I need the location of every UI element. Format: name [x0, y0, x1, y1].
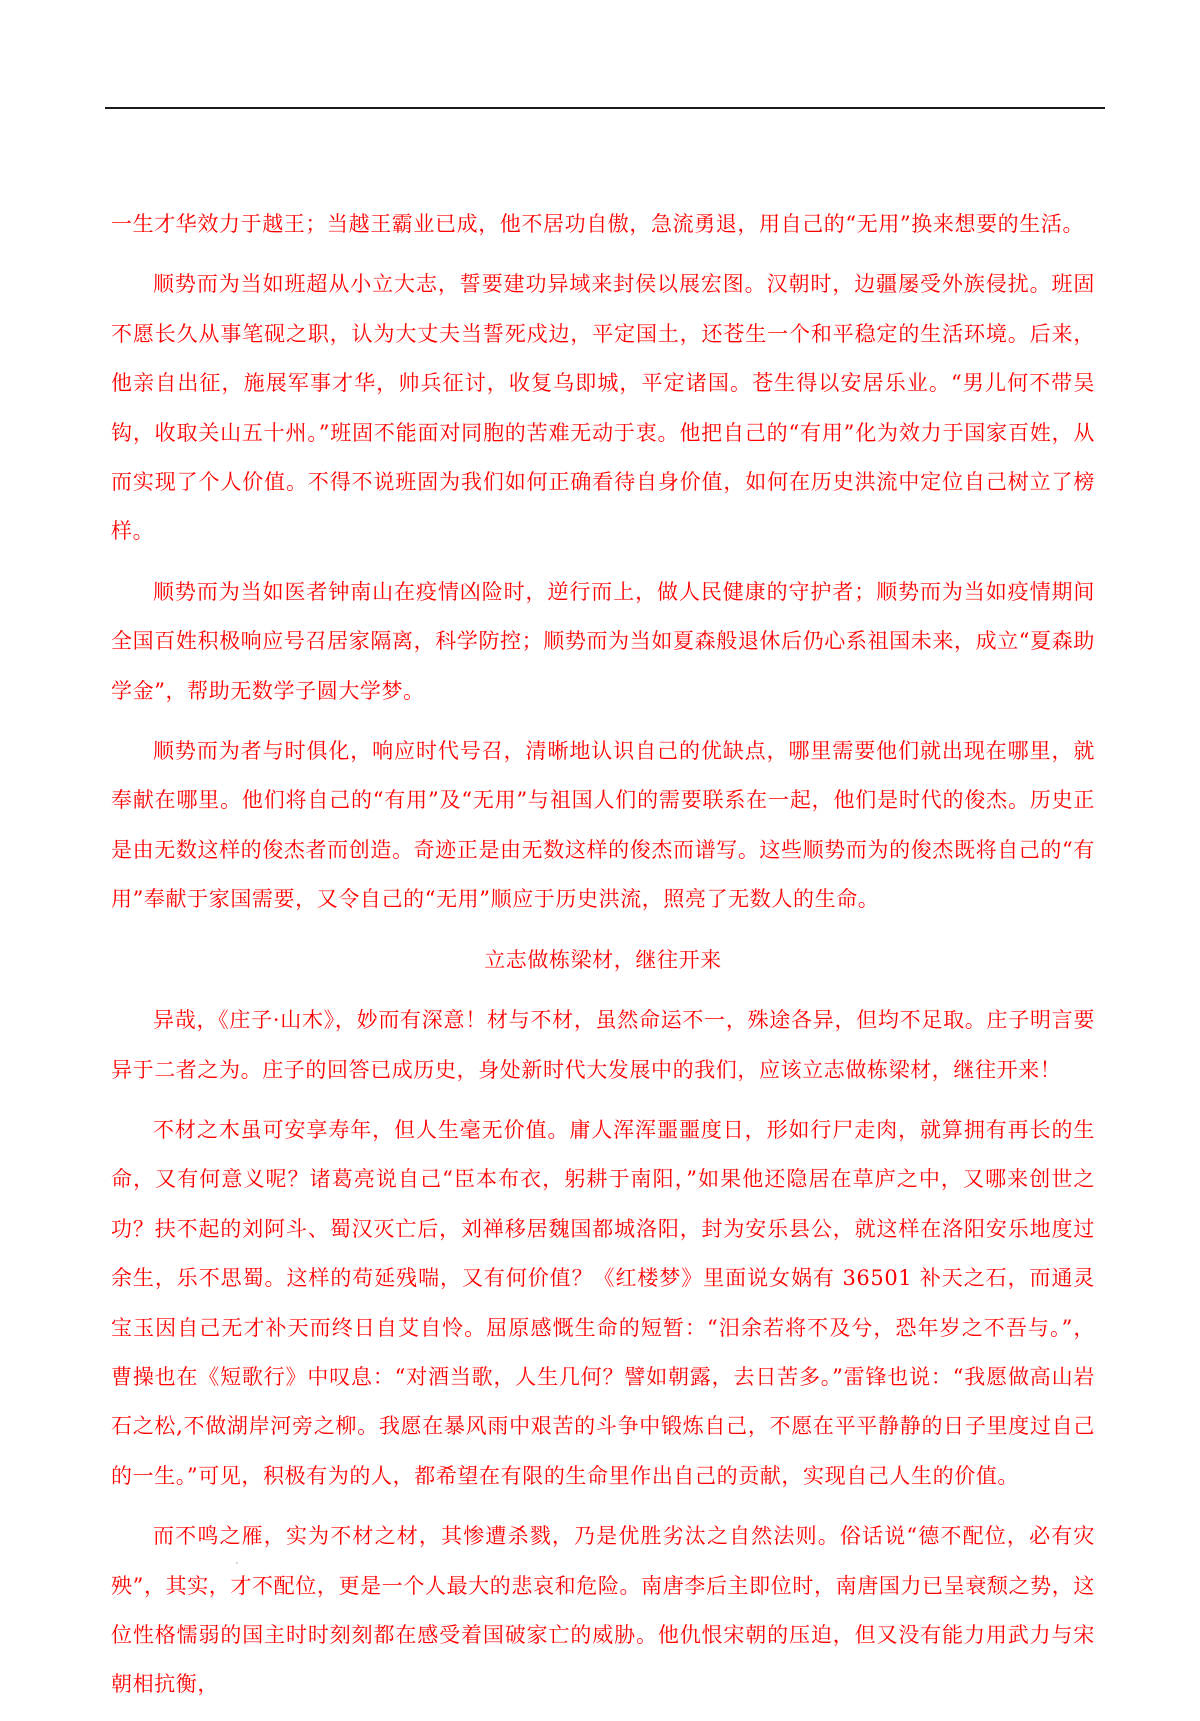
stray-mark — [236, 1562, 238, 1564]
paragraph-ban-chao: 顺势而为当如班超从小立大志，誓要建功异域来封侯以展宏图。汉朝时，边疆屡受外族侵扰。班固不愿长久从事笔砚之职，认为大丈夫当誓死戍边，平定国土，还苍生一个和平稳定的生活环境。后来，他亲自出征，施展军事才华，帅兵征讨，收复乌即城，平定诸国。苍生得以安居乐业。“男儿何不带吴钩，收取关山五十州。”班固不能面对同胞的苦难无动于衷。他把自己的“有用”化为效力于国家百姓，从而实现了个人价值。不得不说班固为我们如何正确看待自身价值，如何在历史洪流中定位自己树立了榜样。 — [111, 272, 1095, 544]
paragraph-heroes-of-the-times: 顺势而为者与时俱化，响应时代号召，清晰地认识自己的优缺点，哪里需要他们就出现在哪里，就奉献在哪里。他们将自己的“有用”及“无用”与祖国人们的需要联系在一起，他们是时代的俊杰。历史正是由无数这样的俊杰者而创造。奇迹正是由无数这样的俊杰而谱写。这些顺势而为的俊杰既将自己的“有用”奉献于家国需要，又令自己的“无用”顺应于历史洪流，照亮了无数人的生命。 — [111, 739, 1095, 912]
document-body — [111, 200, 1095, 1721]
paragraph-zhuangzi: 异哉，《庄子·山木》，妙而有深意！材与不材，虽然命运不一，殊途各异，但均不足取。庄子明言要异于二者之为。庄子的回答已成历史，身处新时代大发展中的我们，应该立志做栋梁材，继往开来！ — [111, 1008, 1095, 1082]
paragraph-continuation: 一生才华效力于越王；当越王霸业已成，他不居功自傲，急流勇退，用自己的“无用”换来想要的生活。 — [111, 212, 1085, 236]
header-rule — [105, 107, 1105, 109]
paragraph-useless-wood: 不材之木虽可安享寿年，但人生毫无价值。庸人浑浑噩噩度日，形如行尸走肉，就算拥有再长的生命，又有何意义呢？诸葛亮说自己“臣本布衣，躬耕于南阳，”如果他还隐居在草庐之中，又哪来创世之功？扶不起的刘阿斗、蜀汉灭亡后，刘禅移居魏国都城洛阳，封为安乐县公，就这样在洛阳安乐地度过余生，乐不思蜀。这样的苟延残喘，又有何价值？《红楼梦》里面说女娲有 36501 补天之石，而通灵宝玉因自己无才补天而终日自艾自怜。屈原感慨生命的短暂：“汨余若将不及兮，恐年岁之不吾与。”，曹操也在《短歌行》中叹息：“对酒当歌，人生几何？譬如朝露，去日苦多。”雷锋也说：“我愿做高山岩石之松,不做湖岸河旁之柳。我愿在暴风雨中艰苦的斗争中锻炼自己，不愿在平平静静的日子里度过自己的一生。”可见，积极有为的人，都希望在有限的生命里作出自己的贡献，实现自己人生的价值。 — [111, 1117, 1095, 1488]
section-heading: 立志做栋梁材，继往开来 — [484, 947, 722, 972]
paragraph-zhong-nanshan: 顺势而为当如医者钟南山在疫情凶险时，逆行而上，做人民健康的守护者；顺势而为当如疫情期间全国百姓积极响应号召居家隔离，科学防控；顺势而为当如夏森般退休后仍心系祖国未来，成立“夏森助学金”，帮助无数学子圆大学梦。 — [111, 579, 1095, 703]
paragraph-silent-goose: 而不鸣之雁，实为不材之材，其惨遭杀戮，乃是优胜劣汰之自然法则。俗话说“德不配位，必有灾殃”，其实，才不配位，更是一个人最大的悲哀和危险。南唐李后主即位时，南唐国力已呈衰颓之势，这位性格懦弱的国主时时刻刻都在感受着国破家亡的威胁。他仇恨宋朝的压迫，但又没有能力用武力与宋朝相抗衡， — [111, 1524, 1095, 1697]
